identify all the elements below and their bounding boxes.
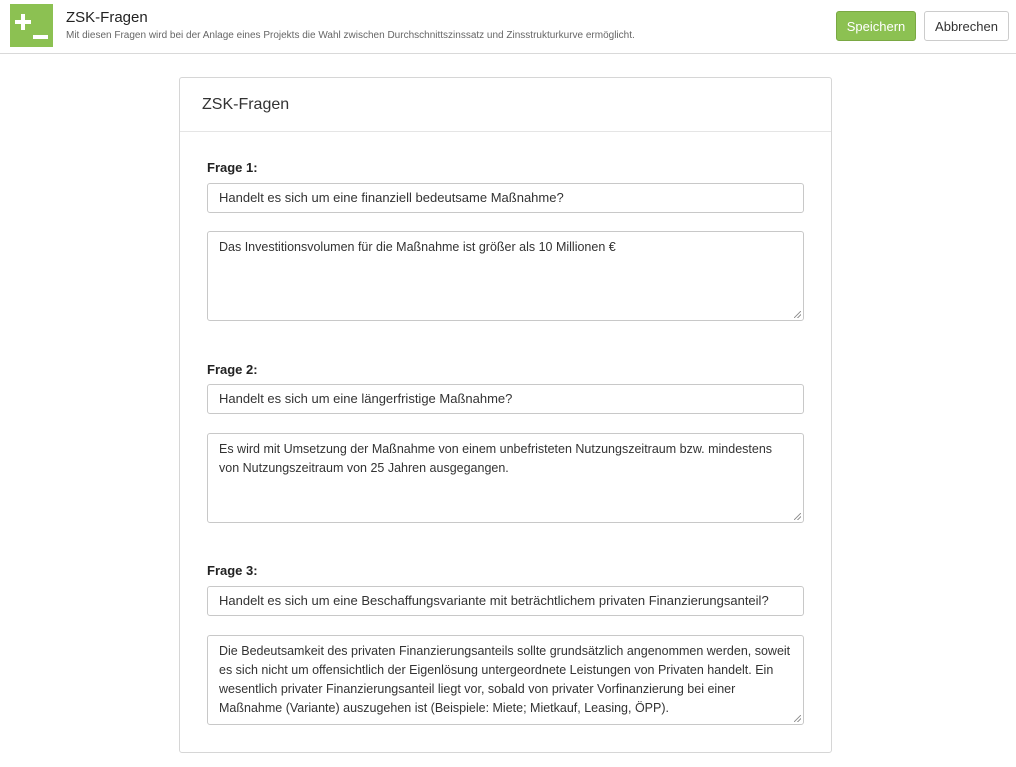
page-header — [0, 0, 1016, 54]
question-input[interactable]: Handelt es sich um eine finanziell bedeutsame Maßnahme? — [207, 183, 804, 213]
explanation-text: Das Investitionsvolumen für die Maßnahme ist größer als 10 Millionen € — [219, 240, 616, 254]
explanation-textarea[interactable] — [207, 433, 804, 523]
page-subtitle: Mit diesen Fragen wird bei der Anlage eines Projekts die Wahl zwischen Durchschnittszinssatz und Zinsstrukturkurve ermöglicht. — [66, 30, 635, 41]
page-title: ZSK-Fragen — [66, 9, 148, 26]
explanation-text: Die Bedeutsamkeit des privaten Finanzierungsanteils sollte grundsätzlich angenommen werden, soweit es sich nicht um offensichtlich der Eigenlösung untergeordnete Leistungen von Privaten handelt. Ein wesentlich privater Finanzierungsanteil liegt vor, sobald von privater Vorfinanzierung bei einer Maßnahme (Variante) auszugehen ist (Beispiele: Miete; Mietkauf, Leasing, ÖPP). — [219, 644, 791, 715]
resize-handle-icon[interactable] — [794, 311, 801, 318]
explanation-textarea[interactable] — [207, 635, 804, 725]
question-input[interactable]: Handelt es sich um eine Beschaffungsvariante mit beträchtlichem privaten Finanzierungsanteil? — [207, 586, 804, 616]
panel-title: ZSK-Fragen — [180, 78, 831, 132]
questions-panel — [179, 77, 832, 753]
cancel-button[interactable]: Abbrechen — [924, 11, 1009, 41]
save-button[interactable]: Speichern — [836, 11, 916, 41]
question-label: Frage 2: — [207, 362, 258, 377]
resize-handle-icon[interactable] — [794, 715, 801, 722]
question-block-1 — [207, 160, 804, 254]
question-label: Frage 3: — [207, 563, 258, 578]
question-label: Frage 1: — [207, 160, 258, 175]
question-block-3 — [207, 563, 804, 715]
add-remove-icon — [10, 4, 53, 47]
explanation-textarea[interactable] — [207, 231, 804, 321]
question-input[interactable]: Handelt es sich um eine längerfristige Maßnahme? — [207, 384, 804, 414]
explanation-text: Es wird mit Umsetzung der Maßnahme von einem unbefristeten Nutzungszeitraum bzw. mindestens von Nutzungszeitraum von 25 Jahren ausgegangen. — [219, 442, 773, 475]
resize-handle-icon[interactable] — [794, 513, 801, 520]
question-block-2 — [207, 362, 804, 475]
